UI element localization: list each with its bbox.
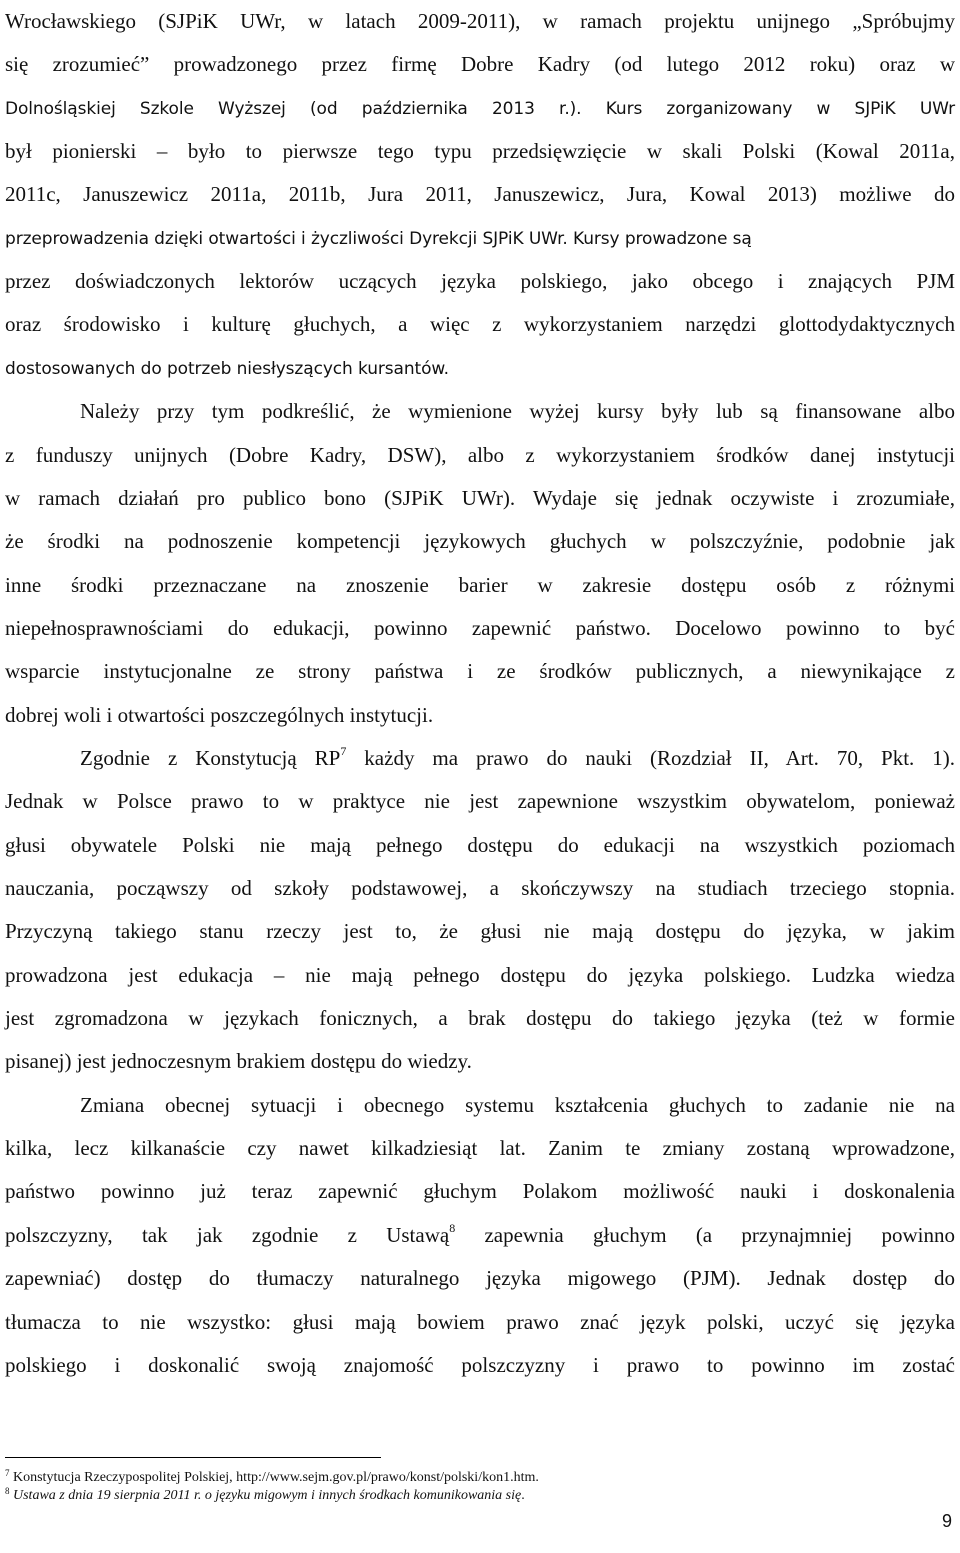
text-span: przeprowadzenia dzięki otwartości i życzliwości Dyrekcji SJPiK UWr. xyxy=(5,228,568,249)
text-line xyxy=(5,477,955,520)
text-line xyxy=(80,737,955,780)
footnote-8-tail: . xyxy=(521,1488,525,1503)
text-line xyxy=(5,1127,955,1170)
text-span: kilka, lecz kilkanaście czy nawet kilkadziesiąt lat. Zanim te zmiany zostaną wprowadzone, xyxy=(5,1136,955,1161)
text-line xyxy=(5,1170,955,1213)
text-span: dobrej woli i otwartości poszczególnych instytucji. xyxy=(5,702,434,727)
text-span: głusi obywatele Polski nie mają pełnego dostępu do edukacji na wszystkich poziomach xyxy=(5,832,955,857)
text-span: Wrocławskiego (SJPiK UWr, w latach 2009-2011), w ramach projektu unijnego „Spróbujmy xyxy=(5,9,955,33)
page-number: 9 xyxy=(941,1511,952,1531)
text-line xyxy=(5,87,955,130)
text-line xyxy=(5,607,955,650)
text-span: polskiego i doskonalić swoją znajomość polszczyzny i prawo to powinno im zostać xyxy=(5,1352,955,1377)
text-span: się zrozumieć” prowadzonego przez firmę Dobre Kadry (od lutego 2012 roku) oraz w xyxy=(5,52,955,77)
text-line xyxy=(5,694,955,737)
text-line xyxy=(5,173,955,216)
footnote-8 xyxy=(5,1487,525,1505)
text-line xyxy=(5,1214,955,1257)
text-span: Należy przy tym podkreślić, że wymienione wyżej kursy były lub są finansowane albo xyxy=(80,399,955,424)
text-line xyxy=(5,1040,955,1083)
text-span: zapewniać) dostęp do tłumaczy naturalnego języka migowego (PJM). Jednak dostęp do xyxy=(5,1266,955,1291)
text-span: Przyczyną takiego stanu rzeczy jest to, że głusi nie mają dostępu do języka, w jakim xyxy=(5,919,955,944)
text-line xyxy=(5,217,955,260)
text-span: polszczyzny, tak jak zgodnie z Ustawą xyxy=(5,1222,450,1247)
text-line xyxy=(5,43,955,86)
text-span: Zmiana obecnej sytuacji i obecnego systemu kształcenia głuchych to zadanie nie na xyxy=(80,1092,955,1117)
text-span: Kursy prowadzone są xyxy=(567,228,752,249)
text-line xyxy=(5,347,955,390)
text-line xyxy=(5,910,955,953)
footnote-7-text: Konstytucja Rzeczypospolitej Polskiej, http://www.sejm.gov.pl/prawo/konst/polski/kon1.htm. xyxy=(13,1470,539,1485)
text-line xyxy=(5,954,955,997)
footnote-8-text: Ustawa z dnia 19 sierpnia 2011 r. o języku migowym i innych środkach komunikowania się xyxy=(13,1488,522,1503)
text-span: nauczania, począwszy od szkoły podstawowej, a skończywszy na studiach trzeciego stopnia. xyxy=(5,876,955,900)
footnote-8-number: 8 xyxy=(5,1486,10,1496)
footnote-separator xyxy=(5,1457,381,1458)
text-span: zapewnia głuchym (a przynajmniej powinno xyxy=(455,1222,955,1247)
text-line xyxy=(5,1301,955,1344)
text-line xyxy=(5,1344,955,1387)
text-span: Zgodnie z Konstytucją RP xyxy=(80,745,341,770)
text-line xyxy=(5,824,955,867)
text-line xyxy=(80,390,955,433)
text-line xyxy=(80,1084,955,1127)
text-span: inne środki przeznaczane na znoszenie barier w zakresie dostępu osób z różnymi xyxy=(5,572,955,597)
text-span: że środki na podnoszenie kompetencji językowych głuchych w polszczyźnie, podobnie jak xyxy=(5,529,955,554)
text-span: Kurs zorganizowany w SJPiK UWr xyxy=(581,98,955,119)
text-span: dostosowanych do potrzeb niesłyszących kursantów. xyxy=(5,358,449,379)
text-line xyxy=(5,520,955,563)
text-span: Dolnośląskiej Szkole Wyższej (od października 2013 r.). xyxy=(5,98,582,119)
text-span: Wydaje się jednak oczywiste i zrozumiałe, xyxy=(515,485,955,510)
text-span: prowadzona jest edukacja – nie mają pełnego dostępu do języka polskiego. Ludzka wiedza xyxy=(5,962,955,987)
text-line xyxy=(5,303,955,346)
text-line xyxy=(5,780,955,823)
text-span: państwo powinno już teraz zapewnić głuchym Polakom możliwość nauki i doskonalenia xyxy=(5,1179,955,1204)
text-span: wsparcie instytucjonalne ze strony państwa i ze środków publicznych, a niewynikające z xyxy=(5,659,955,684)
text-span: oraz środowisko i kulturę głuchych, a więc z wykorzystaniem narzędzi glottodydaktycznych xyxy=(5,312,955,337)
text-line xyxy=(5,0,955,43)
text-span: z funduszy unijnych (Dobre Kadry, DSW), albo z wykorzystaniem środków danej instytucji xyxy=(5,442,955,467)
text-span: przez doświadczonych lektorów uczących języka polskiego, jako obcego i znających PJM xyxy=(5,269,955,294)
text-line xyxy=(5,1257,955,1300)
text-span: 2011c, Januszewicz 2011a, 2011b, Jura 2011, Januszewicz, Jura, Kowal 2013) możliwe do xyxy=(5,182,955,207)
text-span: tłumacza to nie wszystko: głusi mają bowiem prawo znać język polski, uczyć się języka xyxy=(5,1309,955,1334)
text-line xyxy=(5,997,955,1040)
text-span: Jednak w Polsce prawo to w praktyce nie jest zapewnione wszystkim obywatelom, ponieważ xyxy=(5,789,955,814)
text-line xyxy=(5,564,955,607)
footnote-ref: 8 xyxy=(449,1220,456,1235)
text-span: był pionierski – było to pierwsze tego typu przedsięwzięcie w skali Polski (Kowal 2011a, xyxy=(5,139,955,164)
footnote-7-number: 7 xyxy=(5,1468,10,1478)
footnote-ref: 7 xyxy=(340,743,347,758)
text-span: w ramach działań pro publico bono (SJPiK UWr). xyxy=(5,485,516,510)
text-line xyxy=(5,434,955,477)
text-line xyxy=(5,260,955,303)
text-line xyxy=(5,130,955,173)
text-line xyxy=(5,867,955,910)
text-span: jest zgromadzona w językach fonicznych, a brak dostępu do takiego języka (też w formie xyxy=(5,1006,955,1031)
text-span: niepełnosprawnościami do edukacji, powinno zapewnić państwo. Docelowo powinno to być xyxy=(5,615,955,640)
text-span: pisanej) jest jednoczesnym brakiem dostępu do wiedzy. xyxy=(5,1049,472,1074)
text-line xyxy=(5,650,955,693)
text-span: każdy ma prawo do nauki (Rozdział II, Art. 70, Pkt. 1). xyxy=(346,745,955,770)
footnote-7 xyxy=(5,1469,539,1487)
